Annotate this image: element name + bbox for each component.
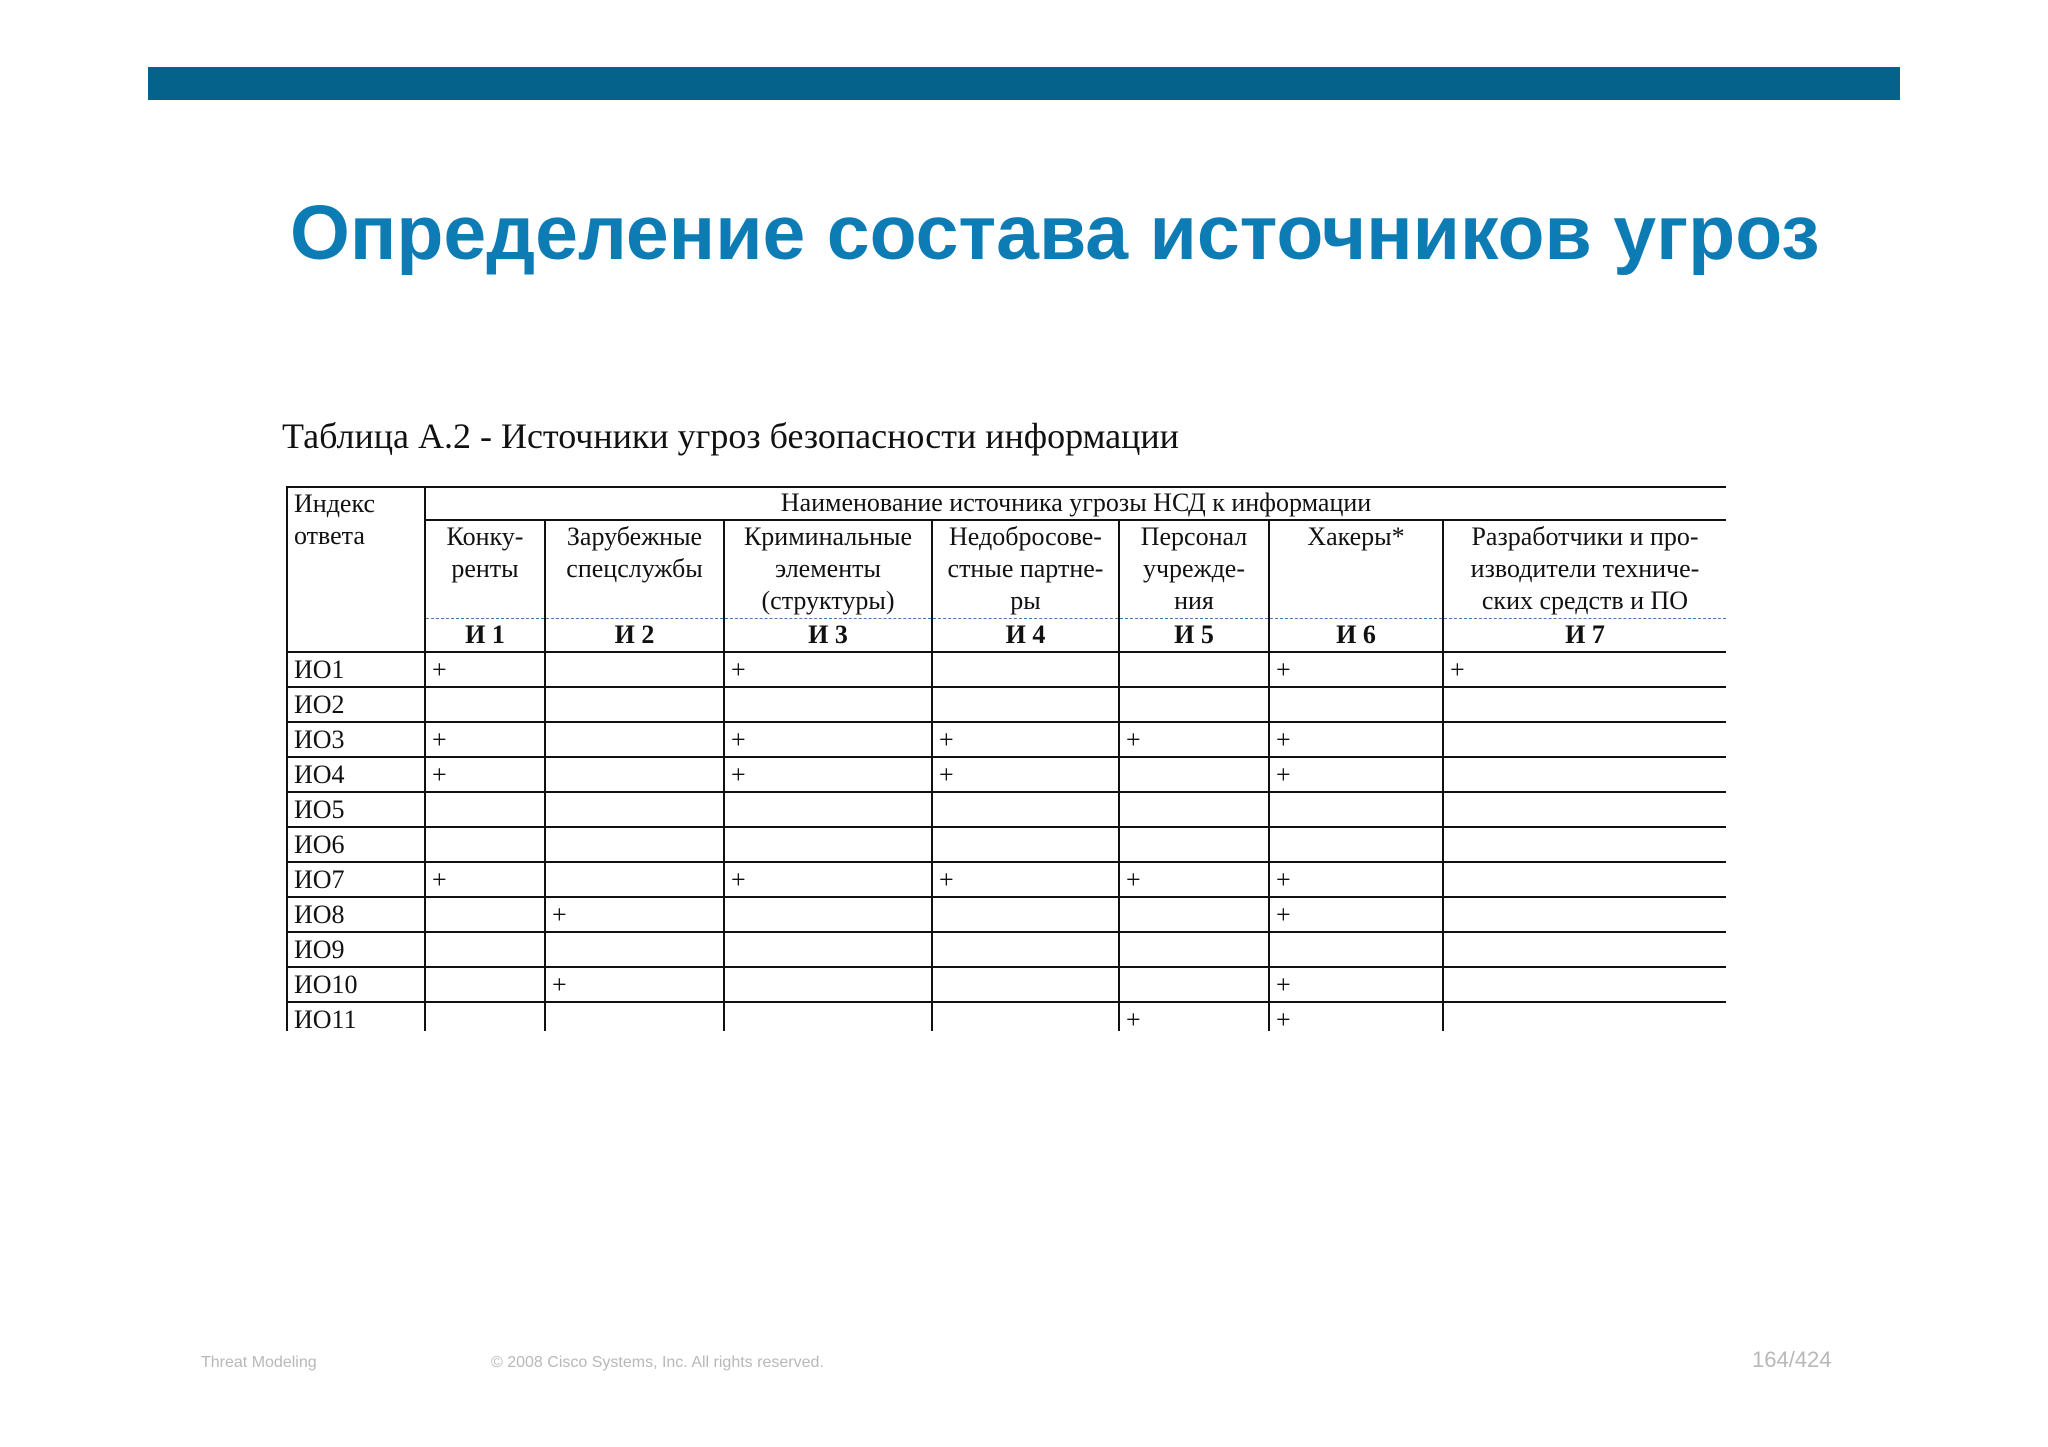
- table-cell: +: [932, 722, 1119, 757]
- column-name-cell: Хакеры*: [1269, 520, 1443, 619]
- table-cell: [425, 792, 545, 827]
- table-cell: +: [724, 757, 932, 792]
- row-label-cell: ИО5: [287, 792, 425, 827]
- table-cell: [1443, 932, 1726, 967]
- table-cell: [545, 792, 724, 827]
- table-cell: [932, 932, 1119, 967]
- threat-sources-table: [286, 486, 1726, 1031]
- table-cell: +: [545, 897, 724, 932]
- table-row: [287, 897, 1726, 932]
- column-code-cell: И 4: [932, 619, 1119, 653]
- table-cell: [1443, 1002, 1726, 1031]
- table-row: [287, 687, 1726, 722]
- table-cell: +: [1269, 757, 1443, 792]
- table-cell: [545, 827, 724, 862]
- table-cell: [1269, 827, 1443, 862]
- table-cell: +: [545, 967, 724, 1002]
- table-cell: +: [425, 757, 545, 792]
- table-cell: [724, 1002, 932, 1031]
- table-cell: +: [1269, 897, 1443, 932]
- table-cell: +: [724, 722, 932, 757]
- table-cell: [425, 932, 545, 967]
- table-cell: +: [1269, 652, 1443, 687]
- row-label-cell: ИО10: [287, 967, 425, 1002]
- table-cell: [425, 1002, 545, 1031]
- row-label-cell: ИО3: [287, 722, 425, 757]
- group-header-cell: Наименование источника угрозы НСД к информации: [425, 487, 1726, 520]
- table-cell: [1119, 932, 1269, 967]
- column-name-cell: Персонал учрежде-ния: [1119, 520, 1269, 619]
- table-cell: +: [1269, 862, 1443, 897]
- table-cell: [1269, 792, 1443, 827]
- table-cell: +: [1119, 722, 1269, 757]
- table-cell: [932, 1002, 1119, 1031]
- header-bar: [148, 67, 1900, 100]
- table-cell: [1443, 722, 1726, 757]
- row-label-cell: ИО11: [287, 1002, 425, 1031]
- column-name-cell: Недобросове-стные партне-ры: [932, 520, 1119, 619]
- table-cell: [932, 827, 1119, 862]
- column-code-cell: И 6: [1269, 619, 1443, 653]
- table-cell: [1443, 862, 1726, 897]
- table-cell: +: [425, 652, 545, 687]
- table-cell: [1119, 827, 1269, 862]
- table-row: [287, 652, 1726, 687]
- column-code-cell: И 7: [1443, 619, 1726, 653]
- table-row: [287, 757, 1726, 792]
- table-cell: +: [1119, 862, 1269, 897]
- table-cell: +: [1269, 967, 1443, 1002]
- column-name-cell: Зарубежные спецслужбы: [545, 520, 724, 619]
- column-name-cell: Криминальные элементы (структуры): [724, 520, 932, 619]
- table-cell: +: [1269, 1002, 1443, 1031]
- index-header-cell: Индекс ответа: [287, 487, 425, 652]
- table-cell: [724, 827, 932, 862]
- table-cell: +: [932, 757, 1119, 792]
- row-label-cell: ИО2: [287, 687, 425, 722]
- table-row: [287, 862, 1726, 897]
- table-cell: [932, 967, 1119, 1002]
- table-row: [287, 827, 1726, 862]
- table-cell: [545, 652, 724, 687]
- row-label-cell: ИО9: [287, 932, 425, 967]
- table-cell: [1443, 757, 1726, 792]
- table-cell: [1443, 967, 1726, 1002]
- table-cell: [425, 687, 545, 722]
- table-cell: [724, 792, 932, 827]
- table-cell: +: [425, 862, 545, 897]
- table-row: [287, 1002, 1726, 1031]
- footer-title: Threat Modeling: [201, 1354, 317, 1371]
- table-cell: [932, 687, 1119, 722]
- row-label-cell: ИО4: [287, 757, 425, 792]
- table-cell: +: [1269, 722, 1443, 757]
- column-name-cell: Разработчики и про-изводители техниче-ских средств и ПО: [1443, 520, 1726, 619]
- table-cell: [1119, 652, 1269, 687]
- table-cell: [545, 932, 724, 967]
- row-label-cell: ИО8: [287, 897, 425, 932]
- table-cell: [1443, 897, 1726, 932]
- table-row: [287, 792, 1726, 827]
- table-cell: [545, 687, 724, 722]
- table-cell: [1443, 792, 1726, 827]
- column-code-cell: И 2: [545, 619, 724, 653]
- table-cell: [932, 897, 1119, 932]
- table-cell: [1119, 687, 1269, 722]
- column-code-cell: И 5: [1119, 619, 1269, 653]
- table-cell: [425, 827, 545, 862]
- table-cell: +: [1119, 1002, 1269, 1031]
- table-cell: [1269, 932, 1443, 967]
- table-cell: [545, 757, 724, 792]
- table-cell: +: [932, 862, 1119, 897]
- table-cell: [1119, 757, 1269, 792]
- row-label-cell: ИО1: [287, 652, 425, 687]
- table-cell: [724, 932, 932, 967]
- table-cell: [425, 967, 545, 1002]
- table-cell: [1119, 967, 1269, 1002]
- table-cell: [932, 792, 1119, 827]
- column-code-cell: И 1: [425, 619, 545, 653]
- table-cell: [1269, 687, 1443, 722]
- row-label-cell: ИО6: [287, 827, 425, 862]
- row-label-cell: ИО7: [287, 862, 425, 897]
- table-cell: [425, 897, 545, 932]
- table-row: [287, 722, 1726, 757]
- table-cell: [932, 652, 1119, 687]
- table-row: [287, 932, 1726, 967]
- slide-title: Определение состава источников угроз: [290, 190, 1820, 276]
- table-cell: [1119, 792, 1269, 827]
- footer-copyright: © 2008 Cisco Systems, Inc. All rights reserved.: [491, 1354, 824, 1371]
- table-cell: +: [1443, 652, 1726, 687]
- page-number: 164/424: [1752, 1347, 1832, 1372]
- table-cell: [724, 897, 932, 932]
- table-cell: [724, 687, 932, 722]
- column-name-cell: Конку-ренты: [425, 520, 545, 619]
- table-cell: [1443, 827, 1726, 862]
- threat-sources-table-container: [286, 486, 1726, 1031]
- table-cell: [545, 1002, 724, 1031]
- table-cell: [1119, 897, 1269, 932]
- table-cell: +: [425, 722, 545, 757]
- table-cell: [545, 862, 724, 897]
- table-caption: Таблица А.2 - Источники угроз безопасности информации: [282, 416, 1179, 456]
- column-code-cell: И 3: [724, 619, 932, 653]
- table-cell: [545, 722, 724, 757]
- table-cell: [724, 967, 932, 1002]
- table-row: [287, 967, 1726, 1002]
- table-cell: +: [724, 652, 932, 687]
- table-cell: +: [724, 862, 932, 897]
- table-cell: [1443, 687, 1726, 722]
